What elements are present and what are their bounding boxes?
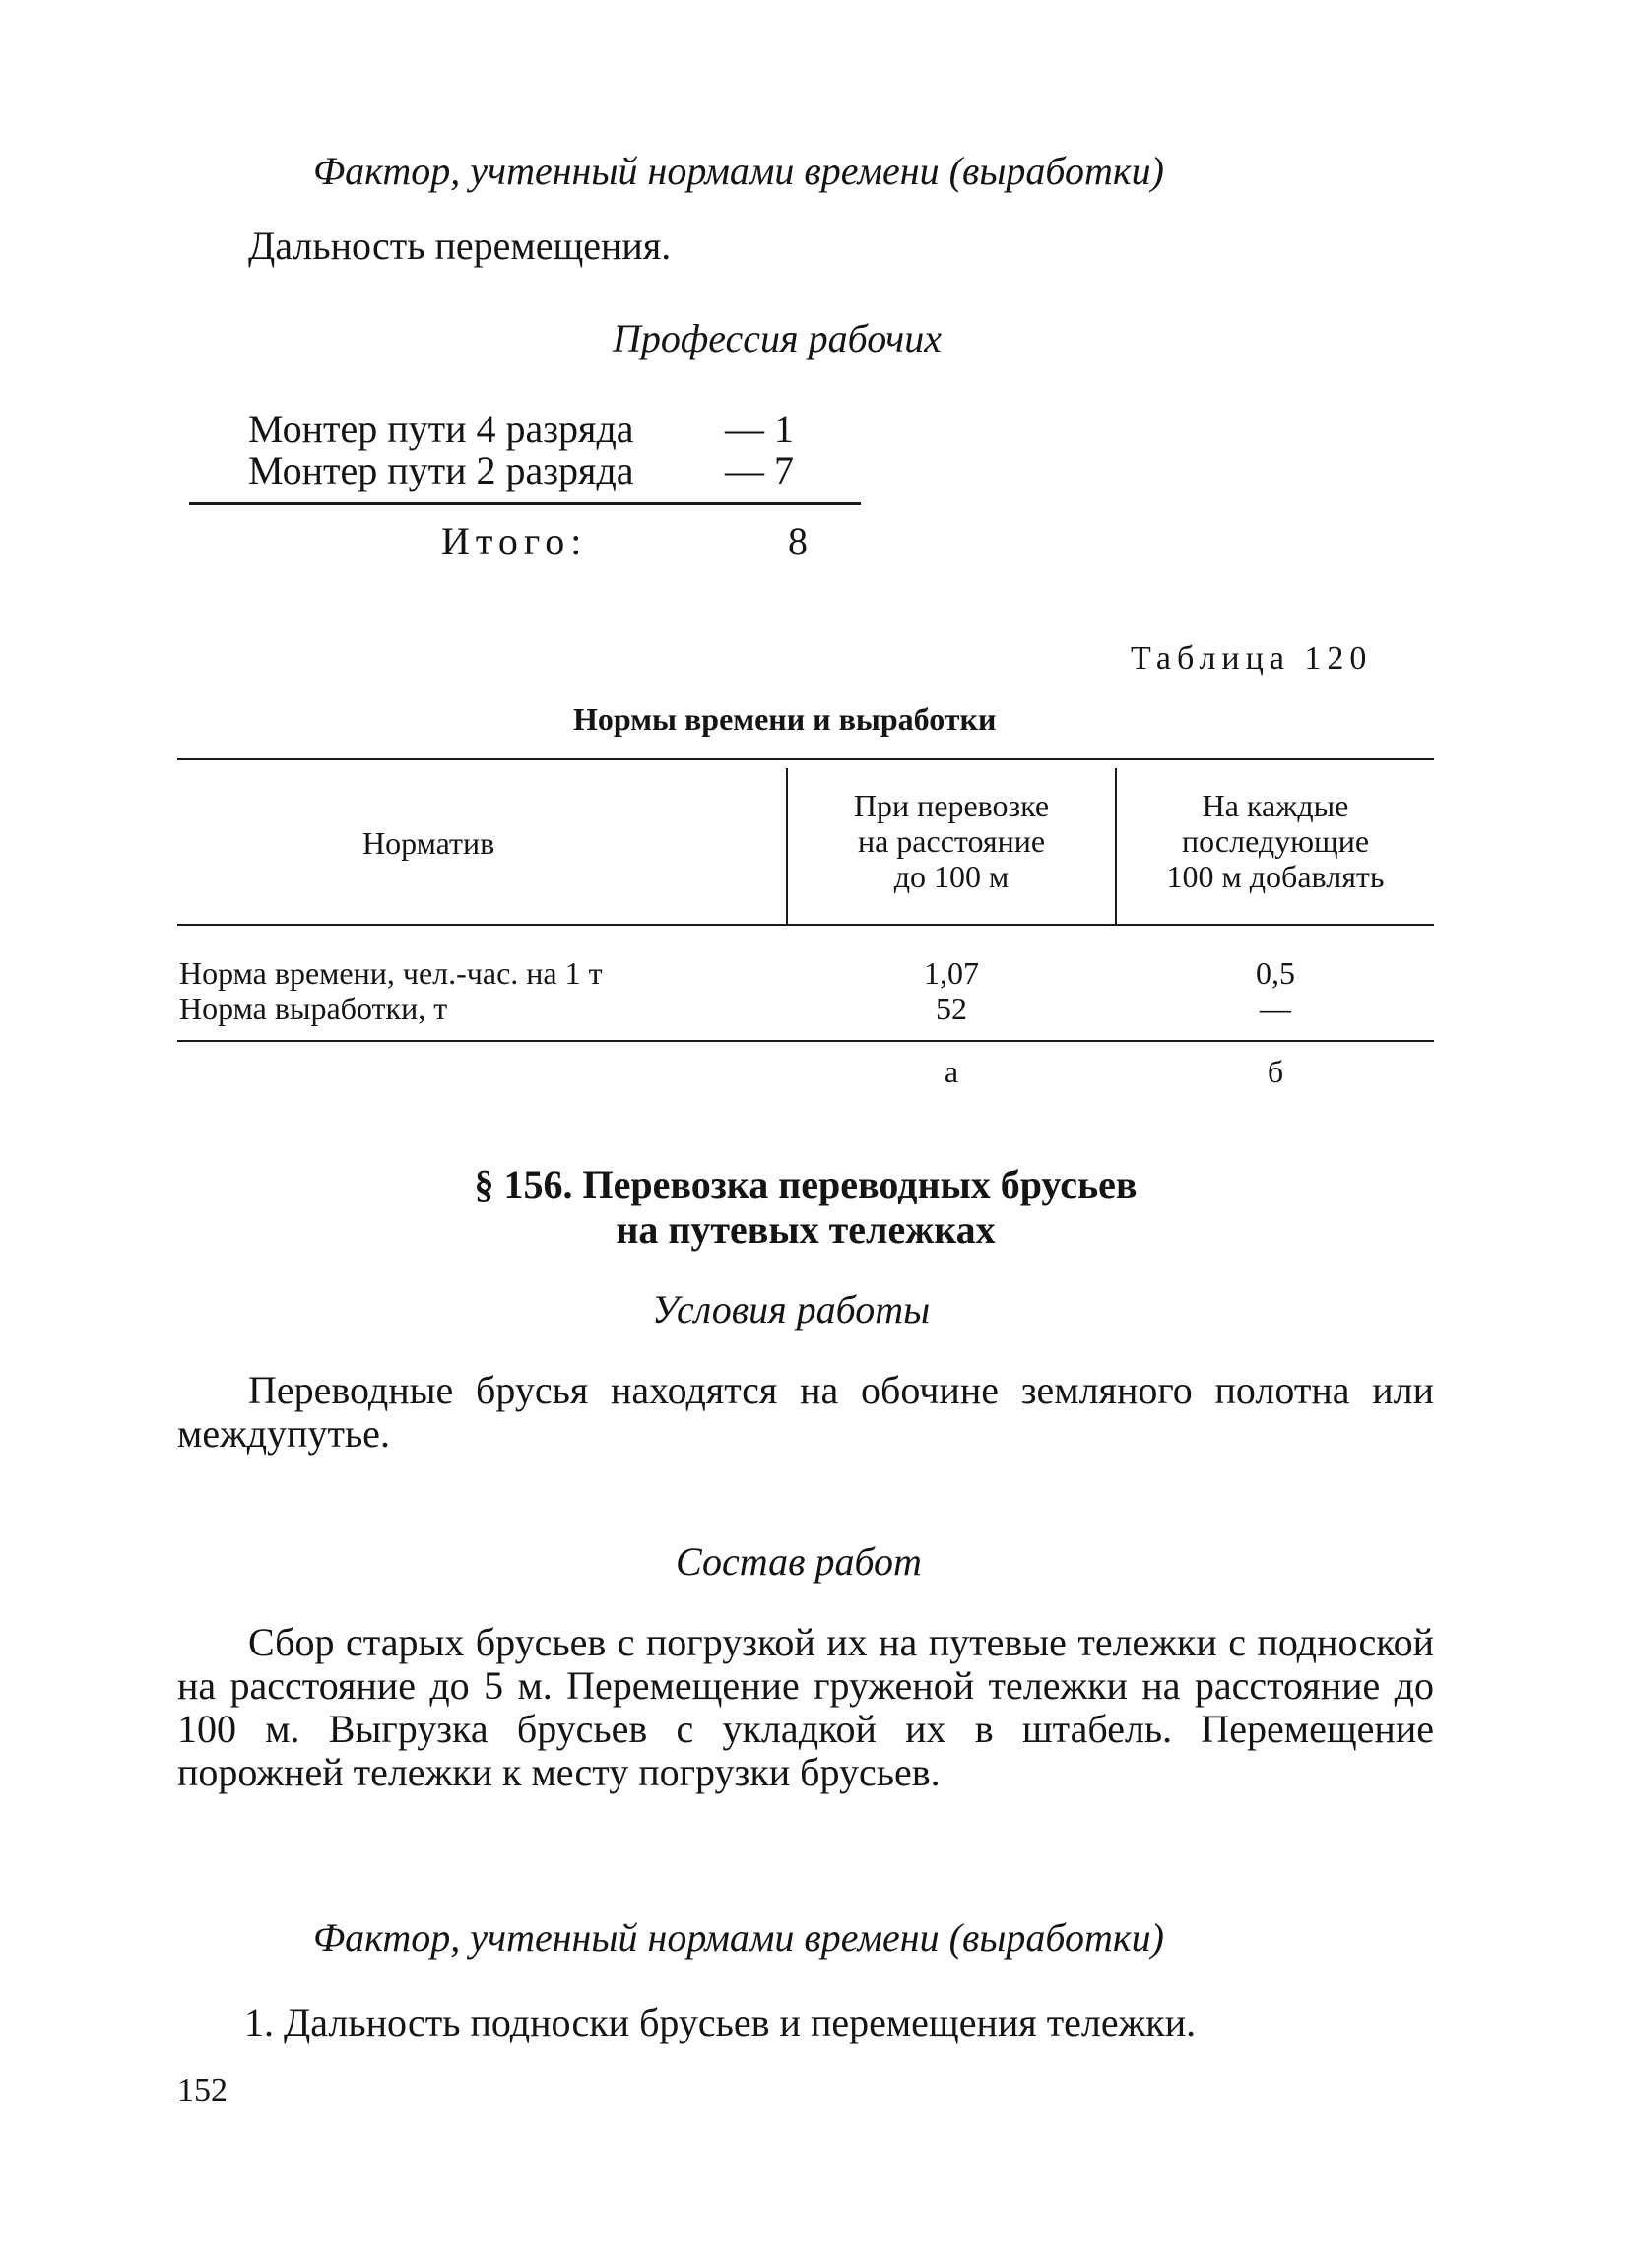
profession-row-label: Монтер пути 2 разряда (248, 448, 634, 492)
profession-total-value: 8 (788, 519, 808, 563)
header-line: последующие (1181, 823, 1370, 859)
profession-total-rule (189, 502, 861, 505)
profession-row-label: Монтер пути 4 разряда (248, 407, 634, 451)
factor-heading-bottom: Фактор, учтенный нормами времени (выработки) (313, 1915, 1164, 1960)
table-footer-a: а (944, 1054, 959, 1089)
factor-text-top: Дальность перемещения. (248, 224, 672, 268)
factor-item: 1. Дальность подноски брусьев и перемещения тележки. (244, 2000, 1197, 2044)
factor-heading-top: Фактор, учтенный нормами времени (выработки) (313, 149, 1164, 193)
conditions-heading: Условия работы (652, 1287, 931, 1331)
header-line: 100 м добавлять (1166, 859, 1385, 894)
table-header-col2 (788, 788, 1115, 894)
section-title (295, 1162, 1316, 1253)
table-header-col3 (1117, 788, 1434, 894)
header-line: При перевозке (853, 788, 1050, 823)
table-row-label: Норма времени, чел.-час. на 1 т (179, 955, 603, 991)
composition-heading: Состав работ (676, 1539, 922, 1584)
table-header-col1: Норматив (362, 825, 495, 861)
table-bottom-rule (177, 1040, 1434, 1042)
table-row-value-b: 0,5 (1256, 955, 1295, 991)
table-header-rule (177, 924, 1434, 926)
section-title-line: на путевых тележках (616, 1207, 996, 1252)
page-number: 152 (177, 2072, 228, 2108)
profession-row-count: — 1 (725, 407, 794, 451)
table-number-label: Таблица 120 (1131, 640, 1373, 677)
header-line: на расстояние (857, 823, 1046, 859)
conditions-paragraph: Переводные брусья находятся на обочине земляного полотна или междупутье. (177, 1368, 1434, 1456)
profession-total-label: Итого: (441, 519, 588, 563)
profession-row-count: — 7 (725, 448, 794, 492)
header-line: На каждые (1202, 788, 1349, 823)
profession-heading: Профессия рабочих (613, 316, 943, 360)
table-footer-b: б (1267, 1054, 1284, 1089)
table-top-rule (177, 758, 1434, 760)
table-title: Нормы времени и выработки (573, 701, 997, 737)
composition-paragraph: Сбор старых брусьев с погрузкой их на путевые тележки с подноской на расстояние до 5 м. Перемещение груженой тележки на расстояние до 100 м. Выгрузка брусьев с укладкой их в штабель. Перемещение порожней тележки к месту погрузки брусьев. (177, 1620, 1434, 1794)
header-line: до 100 м (893, 859, 1010, 894)
table-row-value-b: — (1260, 991, 1291, 1026)
section-title-line: § 156. Перевозка переводных брусьев (474, 1162, 1138, 1206)
table-row-label: Норма выработки, т (179, 991, 448, 1026)
table-row-value-a: 1,07 (924, 955, 979, 991)
table-row-value-a: 52 (936, 991, 967, 1026)
